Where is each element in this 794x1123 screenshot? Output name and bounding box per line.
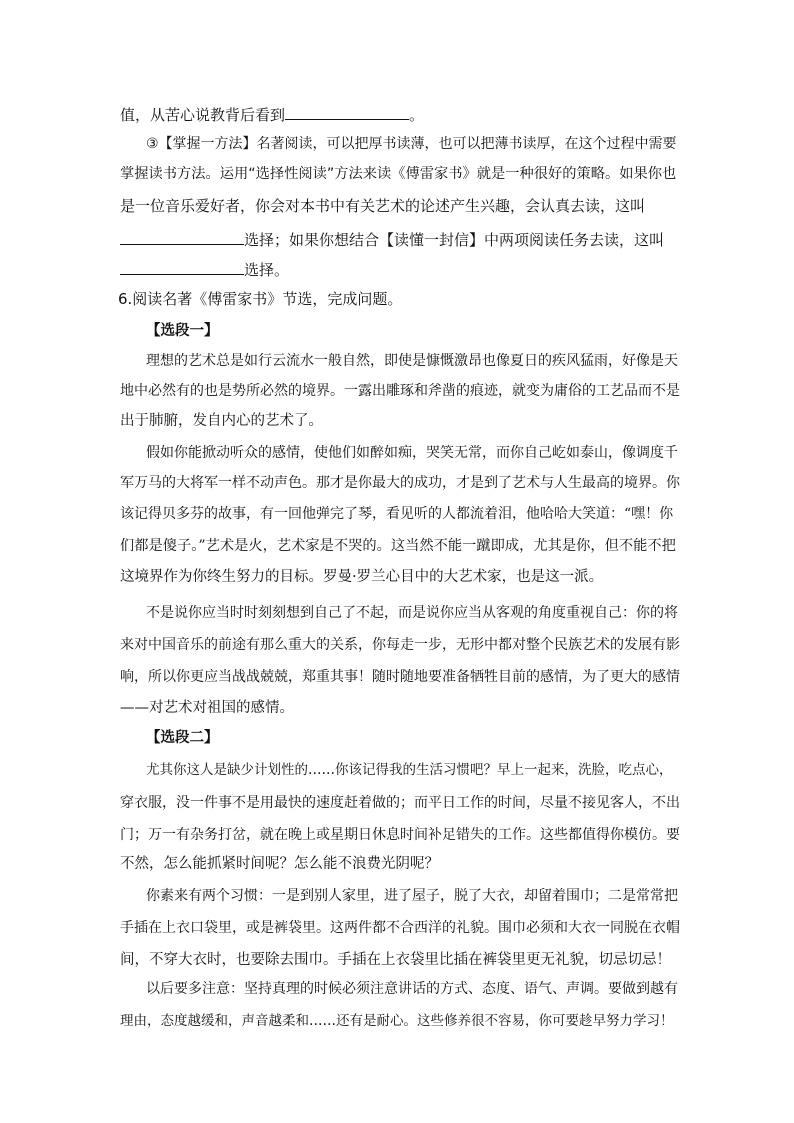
excerpt-1-line: 响，所以你更应当战战兢兢，郑重其事！随时随地要准备牺牲目前的感情，为了更大的感情 [120,669,680,685]
excerpt-2-line: 以后要多注意：坚持真理的时候必须注意讲话的方式、态度、语气、声调。要做到越有 [146,981,678,997]
q5-line-1-text: 值，从苦心说教背后看到 [120,106,286,124]
excerpt-1-line: 军万马的大将军一样不动声色。那才是你最大的成功，才是到了艺术与人生最高的境界。你 [120,475,680,491]
excerpt-1-line: 出于肺腑，发自内心的艺术了。 [120,413,323,429]
excerpt-1-line: ——对艺术对祖国的感情。 [120,700,294,716]
excerpt-2-line: 你素来有两个习惯：一是到别人家里，进了屋子，脱了大衣，却留着围巾；二是常常把 [146,888,678,904]
question-6-title: 6.阅读名著《傅雷家书》节选，完成问题。 [118,290,403,308]
excerpt-1-heading: 【选段一】 [146,322,219,339]
excerpt-1-line: 理想的艺术总是如行云流水一般自然，即使是慷慨激昂也像夏日的疾风猛雨，好像是天 [146,353,678,369]
excerpt-2-line: 穿衣服，没一件事不是用最快的速度赶着做的；而平日工作的时间，尽量不接见客人，不出 [120,795,680,811]
q5-line-1 [120,104,680,124]
excerpt-1-line: 该记得贝多芬的故事，有一回他弹完了琴，看见听的人都流着泪，他哈哈大笑道：“嘿！你 [120,506,674,522]
excerpt-1-line: 这境界作为你终生努力的目标。罗曼·罗兰心目中的大艺术家，也是这一派。 [120,569,604,585]
excerpt-1-line: 来对中国音乐的前途有那么重大的关系，你每走一步，无形中都对整个民族艺术的发展有影 [120,637,680,653]
excerpt-2-line: 不然，怎么能抓紧时间呢？怎么能不浪费光阴呢？ [120,856,439,872]
q5-line-6-text: 选择。 [244,261,290,279]
excerpt-1-line: 们都是傻子。”艺术是火，艺术家是不哭的。这当然不能一蹴即成，尤其是你，但不能不把 [120,538,676,554]
excerpt-2-line: 尤其你这人是缺少计划性的……你该记得我的生活习惯吧？早上一起来，洗脸，吃点心， [146,762,673,778]
q5-line-6 [120,259,680,279]
excerpt-2-line: 手插在上衣口袋里，或是裤袋里。这两件都不合西洋的礼貌。围巾必须和大衣一同脱在衣帽 [120,920,680,936]
excerpt-2-line: 门；万一有杂务打岔，就在晚上或星期日休息时间补足错失的工作。这些都值得你模仿。要 [120,827,680,843]
q5-line-4: 是一位音乐爱好者，你会对本书中有关艺术的论述产生兴趣，会认真去读，这叫 [120,197,646,215]
excerpt-1-line: 地中必然有的也是势所必然的境界。一露出雕琢和斧凿的痕迹，就变为庸俗的工艺品而不是 [120,383,680,399]
q5-line-5-text: 选择；如果你想结合【读懂一封信】中两项阅读任务去读，这叫 [244,231,665,249]
q5-line-1-end: 。 [409,106,425,124]
answer-blank-1[interactable] [285,104,409,120]
q5-line-5 [120,229,680,249]
excerpt-1-line: 不是说你应当时时刻刻想到自己了不起，而是说你应当从客观的角度重视自己：你的将 [146,605,678,621]
excerpt-2-line: 间，不穿大衣时，也要除去围巾。手插在上衣袋里比插在裤袋里更无礼貌，切忌切忌！ [120,952,671,968]
excerpt-1-line: 假如你能掀动听众的感情，使他们如醉如痴，哭笑无常，而你自己屹如泰山，像调度千 [146,445,678,461]
answer-blank-2[interactable] [120,229,244,245]
excerpt-2-heading: 【选段二】 [146,729,219,746]
excerpt-2-line: 理由，态度越缓和，声音越柔和……还有是耐心。这些修养很不容易，你可要趁早努力学习！ [120,1013,674,1029]
q5-line-3: 掌握读书方法。运用“选择性阅读”方法来读《傅雷家书》就是一种很好的策略。如果你也 [120,166,677,182]
q5-line-2: ③【掌握一方法】名著阅读，可以把厚书读薄，也可以把薄书读厚，在这个过程中需要 [146,136,677,152]
answer-blank-3[interactable] [120,259,244,275]
